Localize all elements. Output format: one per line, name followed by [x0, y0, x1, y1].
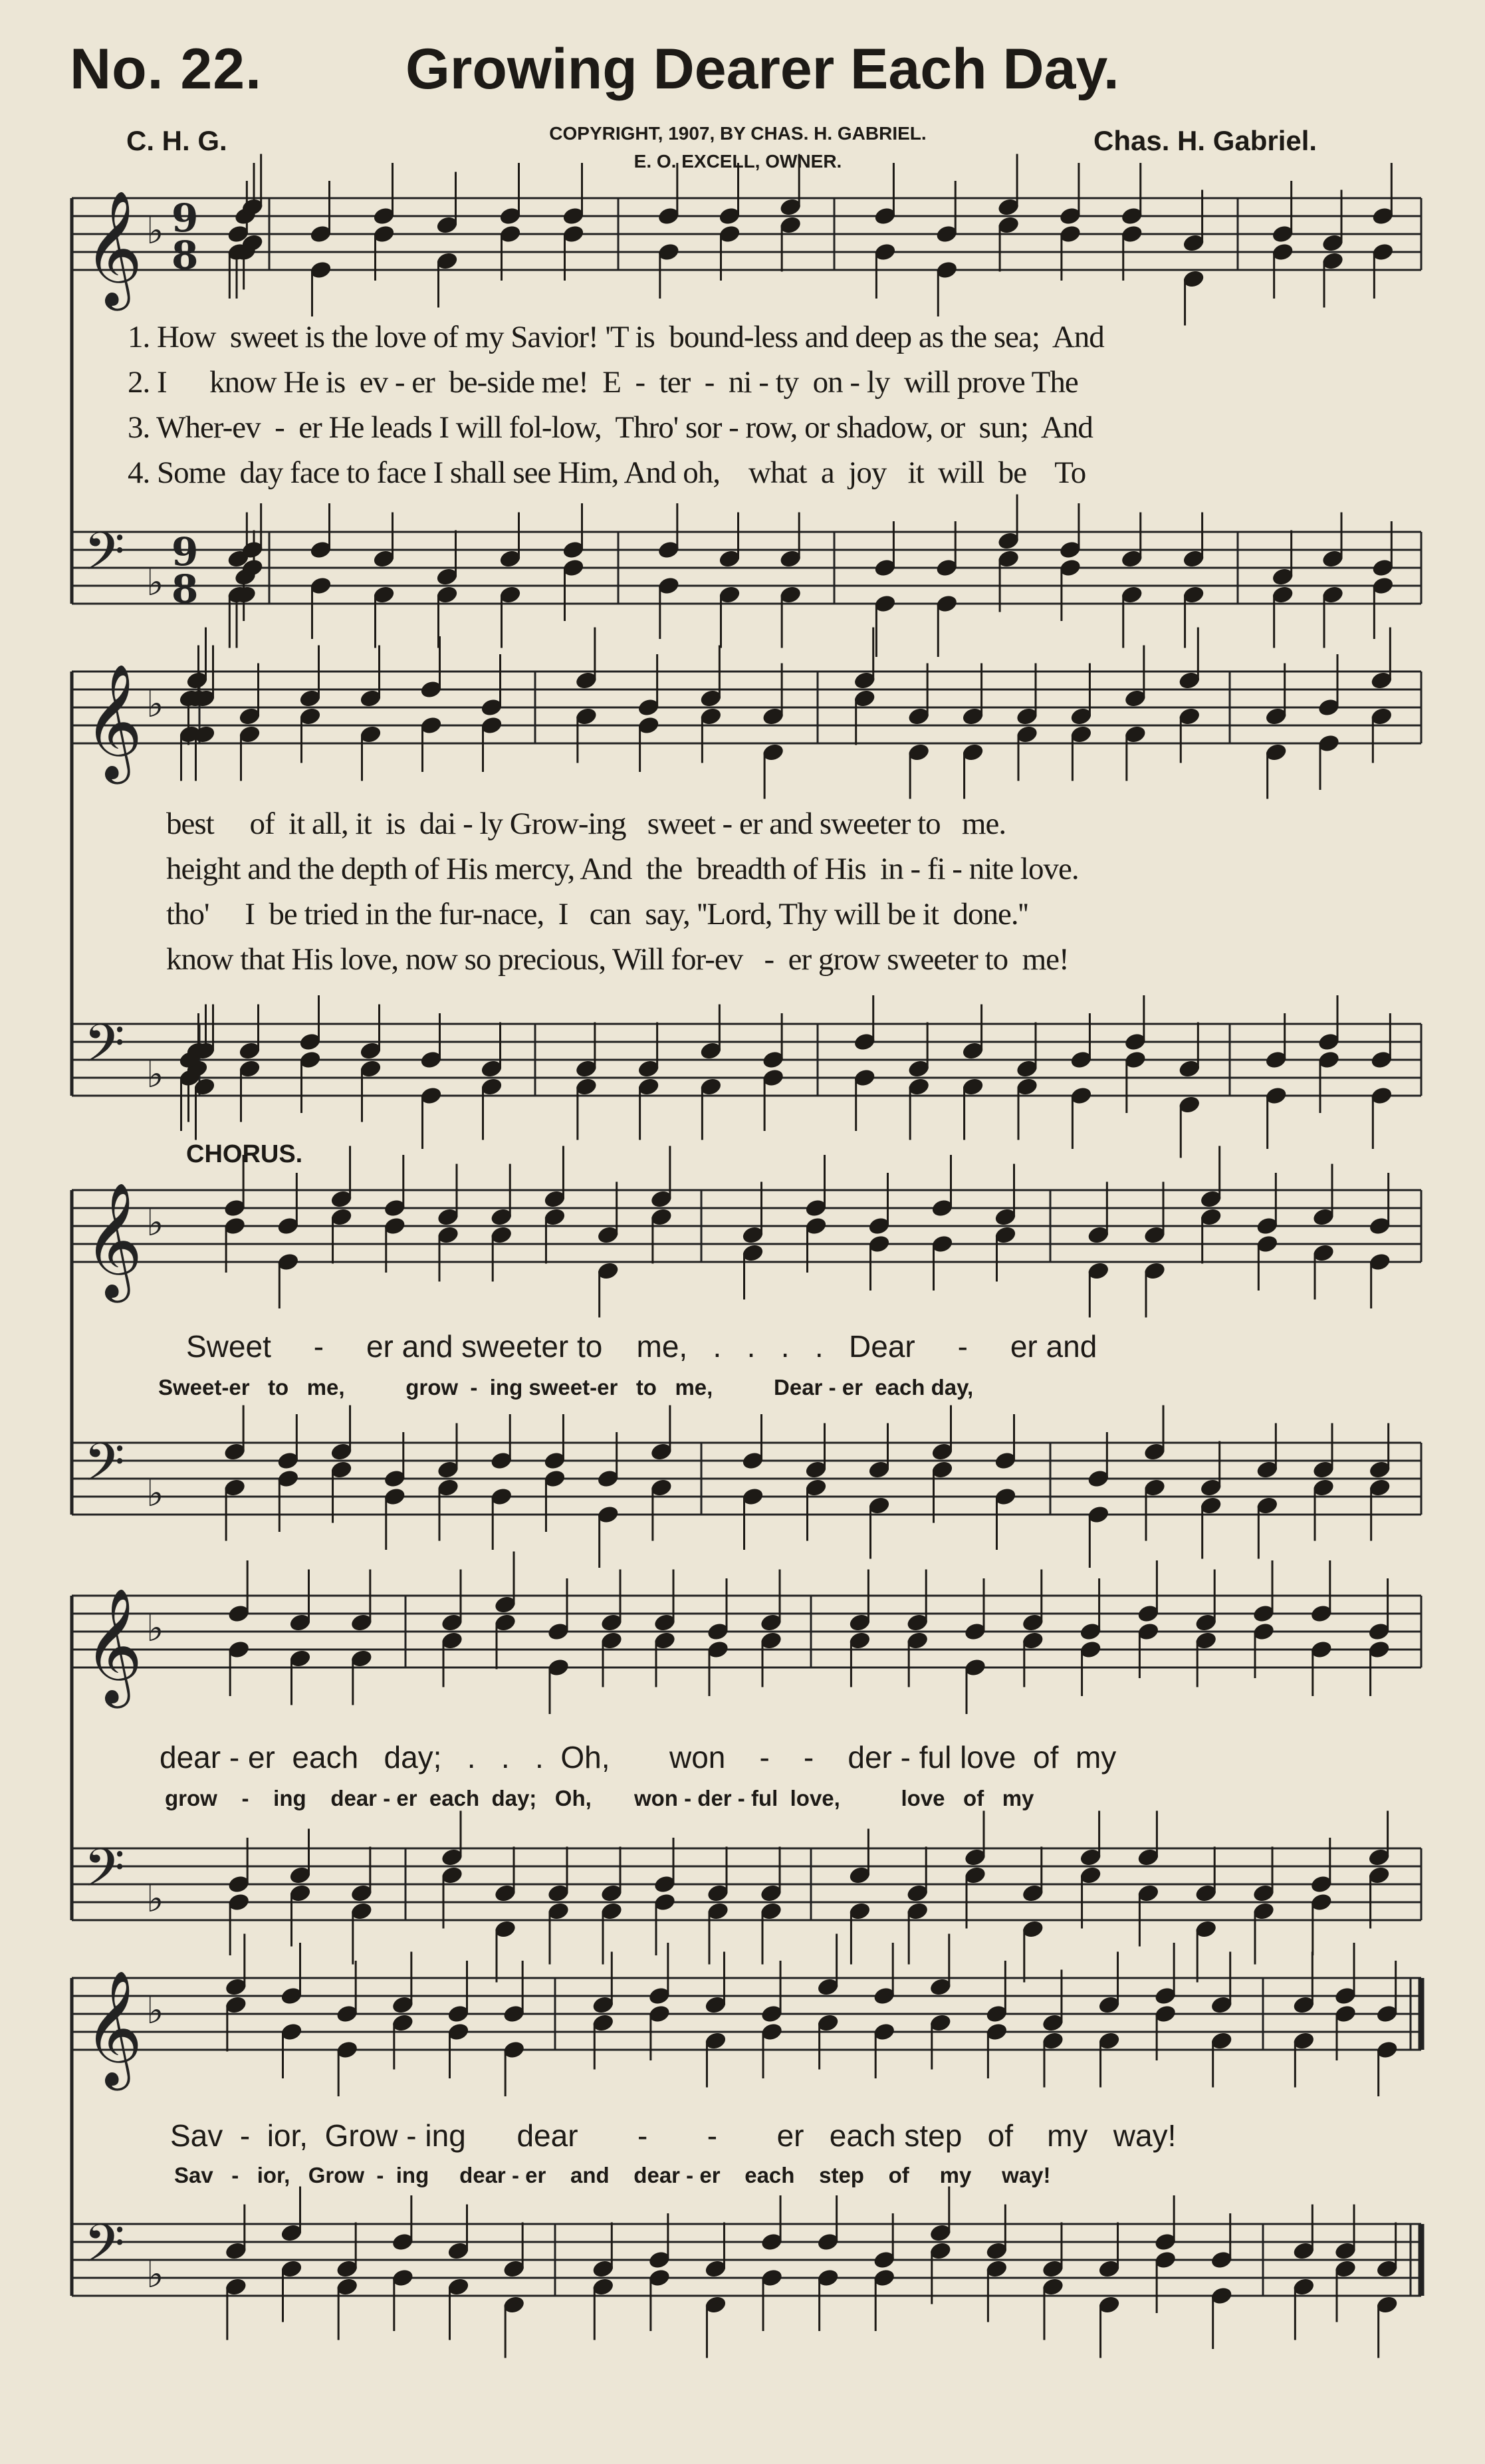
- verses-part1: [128, 319, 1104, 500]
- treble-clef-icon: 𝄞: [84, 1970, 143, 2086]
- chorus-line-1-sub: Sweet-er to me, grow - ing sweet-er to me, Dear - er each day,: [158, 1375, 974, 1400]
- flat-sign-icon: ♭: [146, 1989, 164, 2033]
- verse-3-line-b: tho' I be tried in the fur-nace, I can say, ''Lord, Thy will be it done.'': [166, 897, 1028, 931]
- chorus-line-2-sub: grow - ing dear - er each day; Oh, won - der - ful love, love of my: [165, 1786, 1034, 1810]
- flat-sign-icon: ♭: [146, 683, 164, 726]
- lyricist-credit: C. H. G.: [126, 125, 227, 156]
- bass-clef-icon: 𝄢: [84, 521, 125, 595]
- flat-sign-icon: ♭: [146, 561, 164, 604]
- flat-sign-icon: ♭: [146, 209, 164, 253]
- verse-1-line-a: 1. How sweet is the love of my Savior! 'T is bound-less and deep as the sea; And: [128, 320, 1104, 354]
- flat-sign-icon: ♭: [146, 1201, 164, 1245]
- hymn-number: No. 22.: [70, 37, 262, 101]
- flat-sign-icon: ♭: [146, 1053, 164, 1096]
- treble-clef-icon: 𝄞: [84, 664, 143, 779]
- bass-clef-icon: 𝄢: [84, 2213, 125, 2287]
- flat-sign-icon: ♭: [146, 1607, 164, 1650]
- verses-part2: [166, 806, 1079, 987]
- chorus-label: CHORUS.: [186, 1140, 303, 1168]
- chorus-line-1-main: Sweet - er and sweeter to me, . . . . Dear - er and: [186, 1329, 1097, 1364]
- time-signature-top: 9: [171, 529, 199, 574]
- verse-4-line-a: 4. Some day face to face I shall see Him, And oh, what a joy it will be To: [128, 455, 1086, 490]
- flat-sign-icon: ♭: [146, 1878, 164, 1921]
- treble-clef-icon: 𝄞: [84, 190, 143, 306]
- verse-2-line-b: height and the depth of His mercy, And the breadth of His in - fi - nite love.: [166, 852, 1079, 886]
- copyright-line-1: COPYRIGHT, 1907, BY CHAS. H. GABRIEL.: [549, 123, 927, 144]
- verse-3-line-a: 3. Wher-ev - er He leads I will fol-low, Thro' sor - row, or shadow, or sun; And: [128, 410, 1093, 445]
- verse-4-line-b: know that His love, now so precious, Will for-ev - er grow sweeter to me!: [166, 942, 1069, 977]
- hymn-title: Growing Dearer Each Day.: [405, 37, 1119, 101]
- time-signature-bottom: 8: [171, 566, 199, 612]
- composer-credit: Chas. H. Gabriel.: [1093, 125, 1317, 156]
- bass-clef-icon: 𝄢: [84, 1837, 125, 1911]
- copyright-line-2: E. O. EXCELL, OWNER.: [633, 151, 842, 172]
- treble-clef-icon: 𝄞: [84, 1182, 143, 1298]
- verse-2-line-a: 2. I know He is ev - er be-side me! E - ter - ni - ty on - ly will prove The: [128, 365, 1078, 400]
- verse-1-line-b: best of it all, it is dai - ly Grow-ing sweet - er and sweeter to me.: [166, 806, 1006, 841]
- bass-clef-icon: 𝄢: [84, 1013, 125, 1087]
- chorus-line-3-sub: Sav - ior, Grow - ing dear - er and dear - er each step of my way!: [174, 2163, 1051, 2187]
- time-signature-bottom: 8: [171, 233, 199, 278]
- flat-sign-icon: ♭: [146, 2253, 164, 2296]
- chorus-line-2-main: dear - er each day; . . . Oh, won - - der - ful love of my: [160, 1740, 1117, 1775]
- chorus-line-3-main: Sav - ior, Grow - ing dear - - er each step of my way!: [170, 2118, 1177, 2153]
- treble-clef-icon: 𝄞: [84, 1588, 143, 1703]
- time-signature-top: 9: [171, 195, 199, 241]
- bass-clef-icon: 𝄢: [84, 1431, 125, 1506]
- flat-sign-icon: ♭: [146, 1472, 164, 1515]
